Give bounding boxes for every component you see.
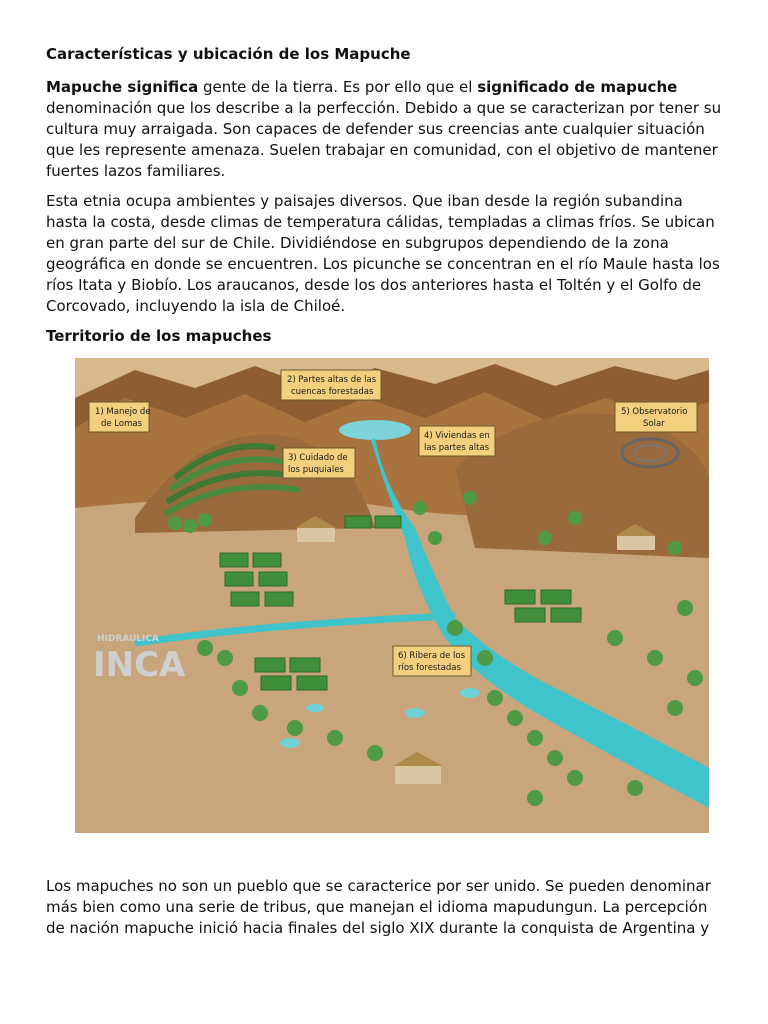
label-4	[419, 426, 495, 456]
watermark-main: INCA	[93, 645, 186, 685]
paragraph-text: denominación que los describe a la perfección. Debido a que se caracterizan por tener su cultura muy arraigada. Son capaces de defender sus creencias ante cualquier situación que les represente amenaza. Suelen trabajar en comunidad, con el objetivo de mantener fuertes lazos familiares.	[46, 99, 722, 180]
label-3	[283, 448, 355, 478]
label-2	[281, 370, 381, 400]
label-1	[89, 402, 150, 432]
label-3-line2: los puquiales	[288, 465, 344, 475]
label-5	[615, 402, 697, 432]
label-6-line1: 6) Ribera de los	[398, 651, 466, 661]
label-6	[393, 646, 471, 676]
label-5-line2: Solar	[643, 419, 665, 429]
mountain-lake	[339, 420, 411, 440]
paragraph-text: gente de la tierra. Es por ello que el	[198, 78, 478, 96]
territory-map-svg	[75, 358, 709, 833]
watermark-top: HIDRAULICA	[97, 634, 159, 644]
section-heading-characteristics: Características y ubicación de los Mapuche	[46, 45, 411, 63]
paragraph-meaning	[46, 77, 726, 182]
section-heading-territory: Territorio de los mapuches	[46, 327, 272, 345]
label-1-line2: de Lomas	[101, 419, 143, 429]
paragraph-location: Esta etnia ocupa ambientes y paisajes diversos. Que iban desde la región subandina hasta la costa, desde climas de temperatura cálidas, templadas a climas fríos. Se ubican en gran parte del sur de Chile. Dividiéndose en subgrupos dependiendo de la zona geográfica en donde se encuentren. Los picunche se concentran en el río Maule hasta los ríos Itata y Biobío. Los araucanos, desde los dos anteriores hasta el Toltén y el Golfo de Corcovado, incluyendo la isla de Chiloé.	[46, 192, 720, 315]
label-2-line2: cuencas forestadas	[291, 387, 374, 397]
paragraph-tribes: Los mapuches no son un pueblo que se caracterice por ser unido. Se pueden denominar más bien como una serie de tribus, que manejan el idioma mapudungun. La percepción de nación mapuche inició hacia finales del siglo XIX durante la conquista de Argentina y	[46, 877, 711, 937]
label-3-line1: 3) Cuidado de	[288, 453, 348, 463]
label-2-line1: 2) Partes altas de las	[287, 375, 377, 385]
label-4-line2: las partes altas	[424, 443, 490, 453]
label-5-line1: 5) Observatorio	[621, 407, 688, 417]
label-4-line1: 4) Viviendas en	[424, 431, 490, 441]
bold-mapuche-significa: Mapuche significa	[46, 78, 199, 96]
label-6-line2: ríos forestadas	[398, 663, 461, 673]
bold-significado: significado de mapuche	[477, 78, 678, 96]
territory-illustration	[75, 358, 709, 833]
label-1-line1: 1) Manejo de	[95, 407, 151, 417]
